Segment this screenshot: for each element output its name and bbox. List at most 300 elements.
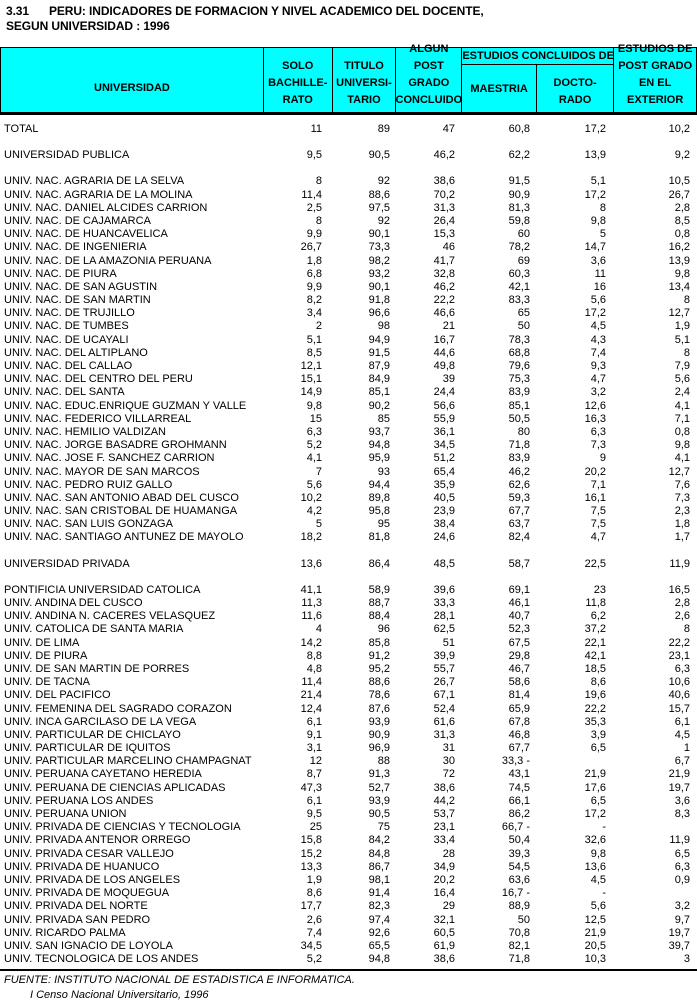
row-label: UNIV. NAC. DE CAJAMARCA [4, 214, 151, 227]
value-cell: 5,2 [306, 439, 322, 452]
value-cell: 0,8 [674, 228, 690, 241]
value-cell: 9,8 [590, 847, 606, 860]
table-header [0, 43, 697, 115]
value-cell: 26,7 [668, 188, 690, 201]
value-cell: 9,8 [590, 214, 606, 227]
table-row [0, 676, 697, 689]
row-label: UNIV. PERUANA UNION [4, 808, 127, 820]
value-cell: 23,1 [433, 821, 455, 834]
value-cell: 28,1 [433, 610, 455, 623]
value-cell: 54,5 [508, 860, 530, 873]
value-cell: 88,6 [368, 676, 390, 689]
value-cell: 3,6 [674, 794, 690, 807]
table-row [0, 834, 697, 847]
value-cell: 7 [315, 465, 322, 478]
row-label: UNIV. NAC. DE PIURA [4, 267, 117, 280]
value-cell: 7,1 [674, 412, 690, 425]
value-cell: 90,1 [368, 280, 390, 293]
value-cell: 6,5 [590, 742, 606, 755]
value-cell: 6,8 [306, 267, 322, 280]
col-header-maestria: MAESTRIA [470, 82, 528, 95]
row-label: UNIV. NAC. HEMILIO VALDIZAN [4, 425, 166, 438]
table-row [0, 914, 697, 927]
value-cell: 1,9 [306, 873, 322, 886]
value-cell: 2,8 [674, 597, 690, 609]
value-cell: 1,8 [674, 518, 690, 531]
row-label: UNIV. PRIVADA SAN PEDRO [4, 913, 151, 926]
value-cell: 9,9 [306, 228, 322, 241]
value-cell: 46,7 [508, 662, 530, 675]
table-row [0, 637, 697, 650]
row-label: UNIV. NAC. DE UCAYALI [4, 333, 129, 346]
value-cell: 7,3 [674, 491, 690, 504]
value-cell: 17,6 [584, 781, 606, 794]
value-cell: 26,4 [433, 214, 455, 227]
value-cell: 36,1 [433, 425, 455, 438]
value-cell: 34,5 [300, 939, 322, 952]
row-label: UNIV. DEL PACIFICO [4, 689, 111, 702]
row-label: UNIV. NAC. DANIEL ALCIDES CARRION [4, 201, 208, 214]
value-cell: 12,1 [300, 360, 322, 372]
table-row [0, 479, 697, 492]
value-cell: 6,1 [306, 715, 322, 728]
value-cell: 81,8 [368, 531, 390, 544]
value-cell: 66,7 - [501, 821, 530, 834]
value-cell: 73,3 [368, 241, 390, 254]
value-cell: 5,6 [590, 294, 606, 307]
row-label: UNIV. PRIVADA DE HUANUCO [4, 860, 160, 873]
value-cell: 52,4 [433, 702, 455, 715]
value-cell: 6,5 [590, 794, 606, 807]
value-cell: 4,5 [590, 873, 606, 886]
value-cell: 6,7 [674, 755, 690, 768]
title-line-2: SEGUN UNIVERSIDAD : 1996 [6, 19, 170, 33]
value-cell: 62,2 [508, 149, 530, 162]
value-cell: 46,2 [508, 465, 530, 478]
row-label: UNIV. PRIVADA DE MOQUEGUA [4, 887, 170, 900]
value-cell: 2 [315, 320, 322, 333]
value-cell: 95 [377, 518, 390, 531]
table-row [0, 729, 697, 742]
table-row [0, 518, 697, 531]
row-label: UNIVERSIDAD PUBLICA [4, 149, 130, 162]
value-cell: 7,9 [674, 360, 690, 372]
value-cell: 8 [599, 201, 606, 214]
value-cell: 1,9 [674, 320, 690, 333]
row-label: TOTAL [4, 123, 39, 135]
value-cell: 91,4 [368, 887, 390, 900]
value-cell: 94,4 [368, 478, 390, 491]
value-cell: 93,2 [368, 267, 390, 280]
row-label: UNIV. INCA GARCILASO DE LA VEGA [4, 715, 197, 728]
value-cell: 6,3 [674, 860, 690, 873]
row-label: UNIV. NAC. FEDERICO VILLARREAL [4, 412, 192, 425]
value-cell: 6,3 [674, 662, 690, 675]
table-row [0, 703, 697, 716]
value-cell: 72 [442, 768, 455, 781]
value-cell: 4,7 [590, 373, 606, 386]
value-cell: 93 [377, 465, 390, 478]
row-label: UNIV. NAC. DE LA AMAZONIA PERUANA [4, 254, 212, 267]
value-cell: 8 [683, 294, 690, 307]
table-row [0, 610, 697, 623]
value-cell: 12,5 [584, 913, 606, 926]
value-cell: 8,7 [306, 768, 322, 781]
value-cell: 12,6 [584, 399, 606, 412]
value-cell: 8 [315, 175, 322, 188]
row-label: UNIV. SAN IGNACIO DE LOYOLA [4, 939, 173, 952]
value-cell: 58,9 [368, 583, 390, 596]
value-cell: 10,6 [668, 676, 690, 689]
value-cell: 90,5 [368, 149, 390, 162]
table-row [0, 782, 697, 795]
value-cell: 13,9 [584, 149, 606, 162]
row-label: UNIV. PRIVADA CESAR VALLEJO [4, 847, 174, 860]
table-row [0, 755, 697, 768]
value-cell: 11,6 [301, 610, 322, 623]
value-cell: 13,9 [668, 254, 690, 267]
value-cell: 82,3 [368, 900, 390, 913]
value-cell: 3,6 [590, 254, 606, 267]
value-cell: 7,3 [590, 439, 606, 452]
value-cell: 17,2 [584, 808, 606, 820]
value-cell [536, 755, 614, 768]
value-cell: 22,2 [433, 294, 455, 307]
value-cell: 8,3 [674, 808, 690, 820]
value-cell: 88 [377, 755, 390, 768]
value-cell: 48,5 [433, 557, 455, 570]
row-label: UNIV. PERUANA LOS ANDES [4, 794, 154, 807]
col-header-postgrado-exterior: ESTUDIOS DE POST GRADO EN EL EXTERIOR [613, 48, 696, 112]
value-cell: 12 [309, 755, 322, 768]
row-label: UNIV. PRIVADA DE LOS ANGELES [4, 873, 181, 886]
value-cell: 8,6 [590, 676, 606, 689]
value-cell: 6,3 [306, 425, 322, 438]
value-cell: 9,5 [306, 808, 322, 820]
value-cell: 5,1 [306, 333, 322, 346]
value-cell: 28 [442, 847, 455, 860]
value-cell: 65,5 [368, 939, 390, 952]
value-cell: 91,3 [368, 768, 390, 781]
table-row [0, 189, 697, 202]
value-cell: 8,2 [306, 294, 322, 307]
value-cell: 61,6 [433, 715, 455, 728]
value-cell: 5,1 [674, 333, 690, 346]
row-label: UNIV. NAC. DE SAN AGUSTIN [4, 280, 158, 293]
row-label: UNIV. NAC. DEL CENTRO DEL PERU [4, 373, 193, 386]
table-row [0, 808, 697, 821]
value-cell: 1,7 [674, 531, 690, 544]
value-cell: 97,5 [368, 201, 390, 214]
value-cell: 47 [442, 123, 455, 135]
value-cell: 94,9 [368, 333, 390, 346]
value-cell: 18,2 [300, 531, 322, 544]
row-label: UNIV. PARTICULAR MARCELINO CHAMPAGNAT [4, 755, 252, 768]
table-row [0, 334, 697, 347]
value-cell: 55,7 [433, 662, 455, 675]
value-cell: 5,1 [590, 175, 606, 188]
value-cell: 26,7 [433, 676, 455, 689]
table-row [0, 900, 697, 913]
value-cell: 39,7 [668, 939, 690, 952]
value-cell: 8 [683, 346, 690, 359]
value-cell: 6,1 [306, 794, 322, 807]
value-cell: 65,4 [433, 465, 455, 478]
value-cell: 46,2 [433, 149, 455, 162]
value-cell: 13,3 [300, 860, 322, 873]
value-cell: 9,8 [674, 267, 690, 280]
page-title [6, 4, 484, 34]
value-cell: 11,3 [301, 597, 322, 609]
value-cell: - [602, 821, 606, 834]
value-cell: 11,9 [669, 557, 690, 570]
value-cell: 10,2 [668, 123, 690, 135]
value-cell: 41,7 [433, 254, 455, 267]
value-cell: 98 [377, 320, 390, 333]
value-cell: 89 [377, 123, 390, 135]
col-header-universidad: UNIVERSIDAD [94, 82, 170, 94]
value-cell: 23,1 [668, 649, 690, 662]
value-cell: 4,1 [674, 452, 690, 465]
value-cell: 5,6 [306, 478, 322, 491]
value-cell: 16,7 - [501, 887, 530, 900]
footer-note: I Censo Nacional Universitario, 1996 [30, 989, 209, 1001]
value-cell: 95,9 [368, 452, 390, 465]
table-row [0, 307, 697, 320]
value-cell: 22,2 [584, 702, 606, 715]
value-cell: 58,7 [508, 557, 530, 570]
footer-source: FUENTE: INSTITUTO NACIONAL DE ESTADISTICA E INFORMATICA. [4, 974, 355, 986]
value-cell: 3,1 [306, 742, 322, 755]
table-row [0, 413, 697, 426]
value-cell: 24,4 [433, 386, 455, 399]
row-label: UNIV. NAC. DE TRUJILLO [4, 307, 135, 320]
value-cell: 70,2 [433, 188, 455, 201]
value-cell: 82,1 [508, 939, 530, 952]
value-cell: 92,6 [368, 926, 390, 939]
value-cell: 8 [683, 623, 690, 636]
value-cell: 67,7 [508, 742, 530, 755]
row-label: UNIV. DE LIMA [4, 636, 80, 649]
value-cell: 93,7 [368, 425, 390, 438]
value-cell: 40,5 [433, 491, 455, 504]
value-cell: 38,6 [433, 175, 455, 188]
value-cell: 52,3 [508, 623, 530, 636]
value-cell: 71,8 [508, 953, 530, 966]
value-cell: 3,4 [306, 307, 322, 320]
value-cell: 16,2 [668, 241, 690, 254]
value-cell: 67,1 [433, 689, 455, 702]
value-cell: 16,1 [584, 491, 606, 504]
value-cell: 19,6 [584, 689, 606, 702]
value-cell: 87,9 [368, 360, 390, 372]
value-cell: 83,3 [508, 294, 530, 307]
value-cell: 14,2 [300, 636, 322, 649]
value-cell: 8,5 [306, 346, 322, 359]
row-label: UNIV. NAC. MAYOR DE SAN MARCOS [4, 465, 200, 478]
value-cell: 6,2 [590, 610, 606, 623]
value-cell: 8,6 [306, 887, 322, 900]
table-row [0, 505, 697, 518]
value-cell: 78,2 [508, 241, 530, 254]
value-cell: 4,3 [590, 333, 606, 346]
row-label: UNIV. NAC. JORGE BASADRE GROHMANN [4, 439, 227, 452]
value-cell: 98,2 [368, 254, 390, 267]
table-row [0, 768, 697, 781]
value-cell: 9,5 [306, 149, 322, 162]
row-label: UNIV. FEMENINA DEL SAGRADO CORAZON [4, 702, 232, 715]
value-cell: 23 [593, 583, 606, 596]
value-cell: 96 [377, 623, 390, 636]
value-cell: 59,3 [508, 491, 530, 504]
value-cell: 94,8 [368, 439, 390, 452]
row-label: UNIV. CATOLICA DE SANTA MARIA [4, 623, 184, 636]
value-cell: 90,9 [508, 188, 530, 201]
table-row [0, 452, 697, 465]
value-cell: 20,2 [433, 873, 455, 886]
value-cell: 91,8 [368, 294, 390, 307]
value-cell: 8,5 [674, 214, 690, 227]
table-row [0, 241, 697, 254]
value-cell: 4,2 [306, 505, 322, 518]
value-cell: 17,2 [584, 123, 606, 135]
value-cell: 75 [377, 821, 390, 834]
table-row [0, 558, 697, 571]
value-cell: 78,3 [508, 333, 530, 346]
value-cell: 80 [517, 425, 530, 438]
table-row [0, 400, 697, 413]
value-cell: 6,1 [674, 715, 690, 728]
value-cell: 7,4 [306, 926, 322, 939]
value-cell: 67,7 [508, 505, 530, 518]
table-row [0, 623, 697, 636]
value-cell: 26,7 [300, 241, 322, 254]
value-cell: 4,1 [306, 452, 322, 465]
value-cell: 71,8 [508, 439, 530, 452]
value-cell: 85,8 [368, 636, 390, 649]
row-label: UNIV. PRIVADA DEL NORTE [4, 900, 148, 913]
value-cell: 15 [309, 412, 322, 425]
value-cell: 3,2 [590, 386, 606, 399]
value-cell: 21,9 [584, 926, 606, 939]
table-row [0, 466, 697, 479]
value-cell [614, 887, 697, 900]
row-label: UNIV. NAC. EDUC.ENRIQUE GUZMAN Y VALLE [4, 399, 247, 412]
value-cell: 69 [517, 254, 530, 267]
value-cell: 65,9 [508, 702, 530, 715]
value-cell: 20,5 [584, 939, 606, 952]
row-label: UNIVERSIDAD PRIVADA [4, 557, 130, 570]
table-row [0, 531, 697, 544]
row-label: UNIV. NAC. PEDRO RUIZ GALLO [4, 478, 173, 491]
table-row [0, 268, 697, 281]
value-cell: 2,6 [674, 610, 690, 623]
value-cell: 46,1 [508, 597, 530, 609]
value-cell: 94,8 [368, 953, 390, 966]
value-cell: 90,1 [368, 228, 390, 241]
value-cell: 63,7 [508, 518, 530, 531]
value-cell: 15,1 [300, 373, 322, 386]
col-group-estudios-concluidos [461, 48, 613, 112]
table-row [0, 597, 697, 610]
value-cell: 16 [593, 280, 606, 293]
value-cell: 85,1 [508, 399, 530, 412]
value-cell: 8 [315, 214, 322, 227]
col-header-titulo-universitario: TITULO UNIVERSI- TARIO [332, 48, 396, 112]
table-number: 3.31 [6, 4, 29, 18]
value-cell: 13,4 [668, 280, 690, 293]
value-cell: 62,6 [508, 478, 530, 491]
value-cell: 83,9 [508, 452, 530, 465]
value-cell: 46,8 [508, 728, 530, 741]
value-cell: 46,6 [433, 307, 455, 320]
row-label: UNIV. PERUANA CAYETANO HEREDIA [4, 768, 202, 781]
value-cell: 96,9 [368, 742, 390, 755]
value-cell: 22,2 [668, 636, 690, 649]
value-cell: 3,2 [674, 900, 690, 913]
value-cell: 90,2 [368, 399, 390, 412]
value-cell: 6,5 [674, 847, 690, 860]
value-cell: 39,6 [433, 583, 455, 596]
value-cell: 86,2 [508, 808, 530, 820]
value-cell: 7,6 [674, 478, 690, 491]
value-cell: 91,2 [368, 649, 390, 662]
value-cell: 13,6 [584, 860, 606, 873]
value-cell: 67,8 [508, 715, 530, 728]
value-cell: 50 [517, 320, 530, 333]
value-cell: 31,3 [433, 201, 455, 214]
value-cell: 91,5 [508, 175, 530, 188]
value-cell: 56,6 [433, 399, 455, 412]
row-label: UNIV. NAC. SAN CRISTOBAL DE HUAMANGA [4, 505, 238, 518]
value-cell: 10,5 [668, 175, 690, 188]
value-cell: 74,5 [508, 781, 530, 794]
row-label: PONTIFICIA UNIVERSIDAD CATOLICA [4, 583, 201, 596]
value-cell: 40,6 [668, 689, 690, 702]
value-cell: 86,4 [368, 557, 390, 570]
value-cell: 43,1 [508, 768, 530, 781]
value-cell: 1,8 [306, 254, 322, 267]
value-cell: 60,5 [433, 926, 455, 939]
table-row [0, 347, 697, 360]
row-label: UNIV. ANDINA N. CACERES VELASQUEZ [4, 610, 216, 623]
value-cell: 17,7 [300, 900, 322, 913]
col-header-solo-bachillerato: SOLO BACHILLE- RATO [263, 48, 332, 112]
value-cell: 88,6 [368, 188, 390, 201]
table-row [0, 940, 697, 953]
value-cell: 21 [442, 320, 455, 333]
value-cell: 12,7 [668, 307, 690, 320]
value-cell: 65 [517, 307, 530, 320]
row-label: UNIV. RICARDO PALMA [4, 926, 126, 939]
row-label: UNIV. DE PIURA [4, 649, 88, 662]
value-cell: 46,2 [433, 280, 455, 293]
value-cell: 9,2 [674, 149, 690, 162]
value-cell: 8,8 [306, 649, 322, 662]
value-cell: 5,6 [590, 900, 606, 913]
value-cell: 81,3 [508, 201, 530, 214]
value-cell: 2,8 [674, 201, 690, 214]
value-cell: 16,4 [433, 887, 455, 900]
value-cell: 4,1 [674, 399, 690, 412]
value-cell: 88,7 [368, 597, 390, 609]
value-cell: 9,9 [306, 280, 322, 293]
value-cell: 9,1 [306, 728, 322, 741]
value-cell: 84,8 [368, 847, 390, 860]
value-cell: 7,5 [590, 518, 606, 531]
value-cell: 16,7 [433, 333, 455, 346]
value-cell: 29 [442, 900, 455, 913]
